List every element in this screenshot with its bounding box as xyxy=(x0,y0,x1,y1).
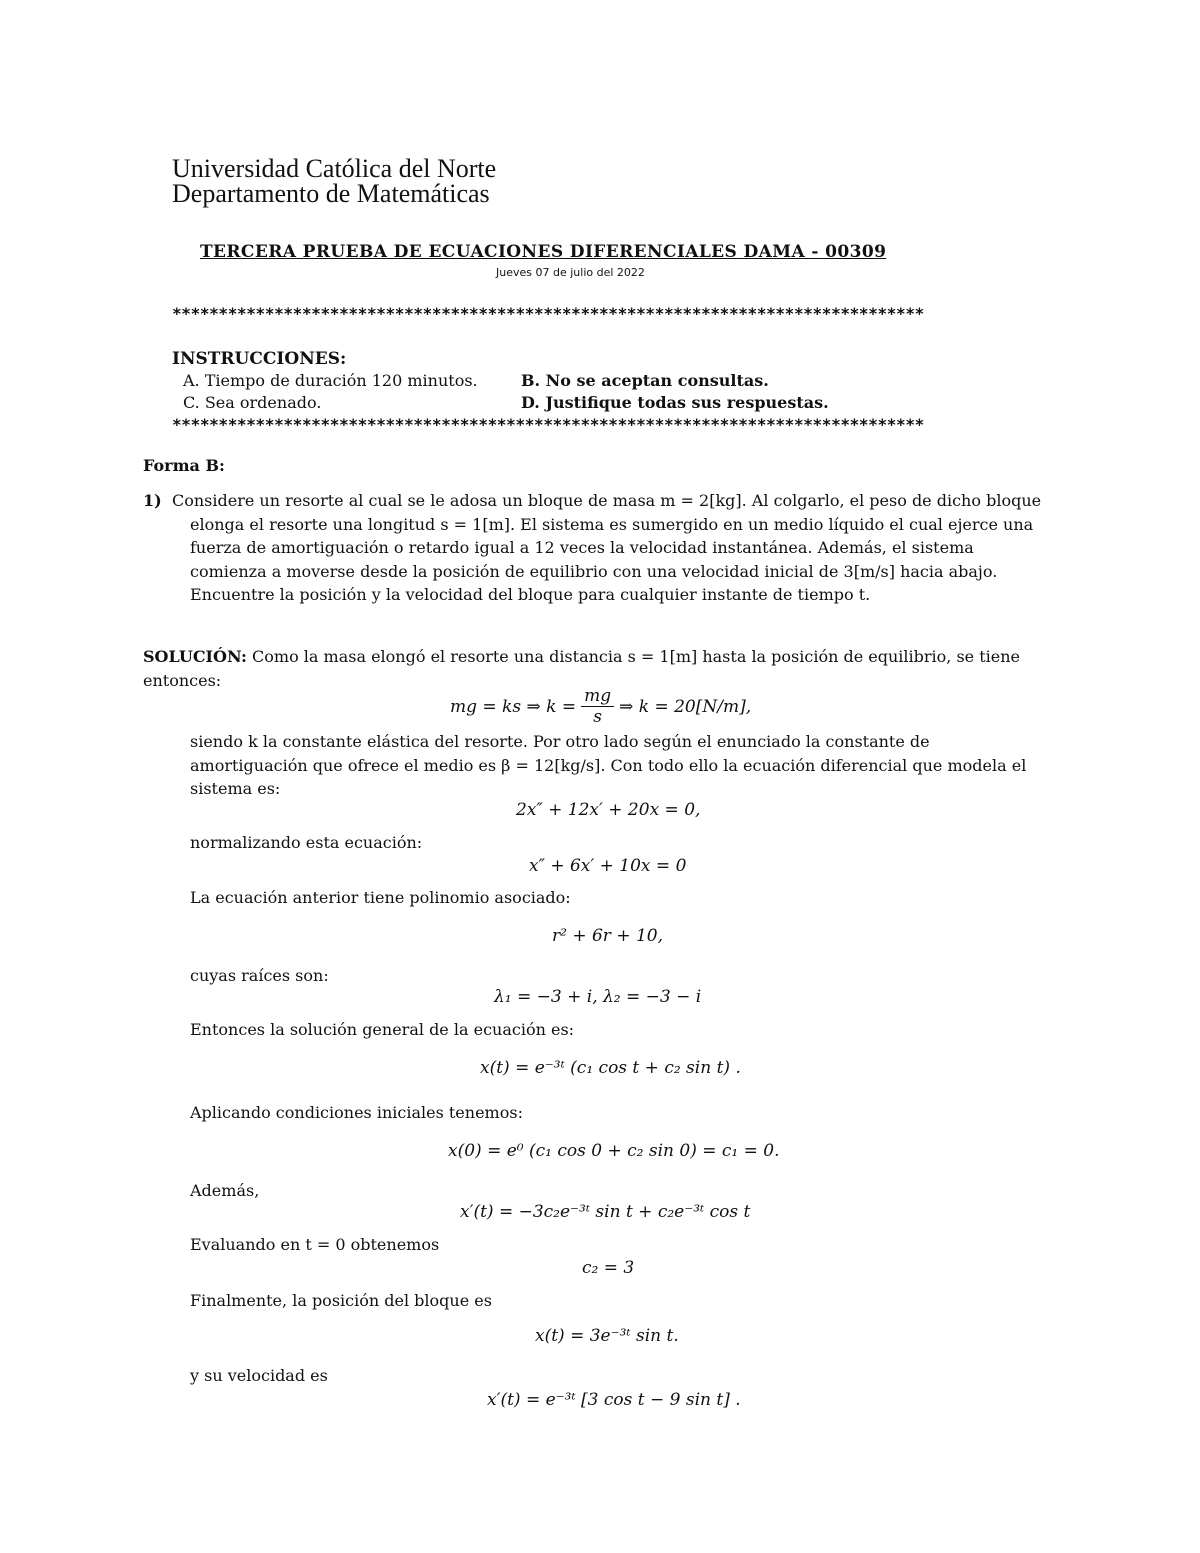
forma-label: Forma B: xyxy=(143,456,225,475)
eq1-right: ⇒ k = 20[N/m], xyxy=(619,696,752,717)
university-name: Universidad Católica del Norte xyxy=(172,154,497,183)
solution-label: SOLUCIÓN: xyxy=(143,647,247,666)
equation-3: x″ + 6x′ + 10x = 0 xyxy=(529,856,687,876)
problem-text: Considere un resorte al cual se le adosa un bloque de masa m = 2[kg]. Al colgarlo, el peso de dicho bloque elonga el resorte una longitud s = 1[m]. El sistema es sumergido en un medio líquido el cual ejerce una fuerza de amortiguación o retardo igual a 12 veces la velocidad instantánea. Además, el sistema comienza a moverse desde la posición de equilibrio con una velocidad inicial de 3[m/s] hacia abajo. Encuentre la posición y la velocidad del bloque para cualquier instante de tiempo t. xyxy=(172,491,1042,604)
eq1-numerator: mg xyxy=(581,686,614,707)
solution-intro-block xyxy=(143,645,1033,692)
instruction-a: A. Tiempo de duración 120 minutos. xyxy=(183,371,478,390)
exam-title: TERCERA PRUEBA DE ECUACIONES DIFERENCIALES DAMA - 00309 xyxy=(200,242,887,262)
instruction-b: B. No se aceptan consultas. xyxy=(521,371,769,390)
problem-number: 1) xyxy=(143,491,162,510)
instruction-d: D. Justifique todas sus respuestas. xyxy=(521,393,829,412)
solution-text-11: y su velocidad es xyxy=(190,1366,328,1385)
equation-6: x(t) = e⁻³ᵗ (c₁ cos t + c₂ sin t) . xyxy=(480,1058,741,1078)
instruction-c: C. Sea ordenado. xyxy=(183,393,322,412)
equation-4: r² + 6r + 10, xyxy=(552,926,664,946)
separator-bottom: ********************************************************************************* xyxy=(172,415,924,434)
solution-text-3: normalizando esta ecuación: xyxy=(190,833,423,852)
eq1-denominator: s xyxy=(593,707,602,727)
solution-text-2: siendo k la constante elástica del resorte. Por otro lado según el enunciado la constante de amortiguación que ofrece el medio es β = 12[kg/s]. Con todo ello la ecuación diferencial que modela el sistema es: xyxy=(190,732,1027,798)
instructions-title: INSTRUCCIONES: xyxy=(172,349,347,369)
equation-spring-constant xyxy=(450,686,751,727)
solution-text-7: Aplicando condiciones iniciales tenemos: xyxy=(190,1103,523,1122)
solution-intro: Como la masa elongó el resorte una distancia s = 1[m] hasta la posición de equilibrio, se tiene entonces: xyxy=(143,647,1021,690)
solution-text-10: Finalmente, la posición del bloque es xyxy=(190,1291,492,1310)
solution-text-5: cuyas raíces son: xyxy=(190,966,329,985)
equation-9: c₂ = 3 xyxy=(582,1258,635,1278)
equation-7: x(0) = e⁰ (c₁ cos 0 + c₂ sin 0) = c₁ = 0. xyxy=(448,1141,780,1161)
eq1-fraction xyxy=(581,686,614,727)
exam-date: Jueves 07 de julio del 2022 xyxy=(496,266,645,279)
solution-text-6: Entonces la solución general de la ecuación es: xyxy=(190,1020,575,1039)
solution-text-4: La ecuación anterior tiene polinomio asociado: xyxy=(190,888,571,907)
equation-11: x′(t) = e⁻³ᵗ [3 cos t − 9 sin t] . xyxy=(487,1390,741,1410)
equation-8: x′(t) = −3c₂e⁻³ᵗ sin t + c₂e⁻³ᵗ cos t xyxy=(460,1202,751,1222)
solution-text-8: Además, xyxy=(190,1181,260,1200)
separator-top: ********************************************************************************* xyxy=(172,304,924,323)
solution-text-9: Evaluando en t = 0 obtenemos xyxy=(190,1235,440,1254)
eq1-left: mg = ks ⇒ k = xyxy=(450,696,577,717)
equation-10: x(t) = 3e⁻³ᵗ sin t. xyxy=(535,1326,679,1346)
equation-5: λ₁ = −3 + i, λ₂ = −3 − i xyxy=(494,987,702,1007)
equation-2: 2x″ + 12x′ + 20x = 0, xyxy=(516,800,701,820)
department-name: Departamento de Matemáticas xyxy=(172,179,490,208)
